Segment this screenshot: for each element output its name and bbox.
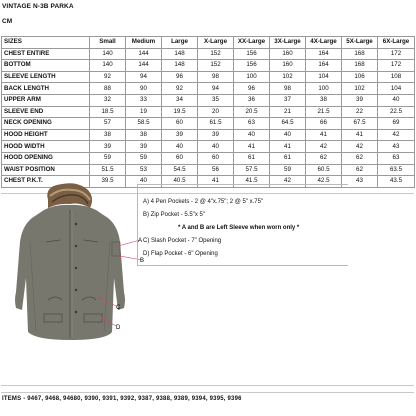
parka-illustration	[0, 182, 145, 382]
measurement-label: CHEST ENTIRE	[2, 48, 90, 60]
measurement-value: 39	[198, 129, 234, 141]
measurement-value: 60	[162, 152, 198, 164]
measurement-value: 160	[270, 60, 306, 72]
sheet-gridline	[1, 392, 414, 393]
measurement-value: 62	[306, 152, 342, 164]
pocket-notes	[137, 184, 348, 266]
measurement-value: 152	[198, 60, 234, 72]
measurement-value: 144	[126, 60, 162, 72]
size-column-header: Medium	[126, 37, 162, 49]
measurement-value: 40	[162, 141, 198, 153]
measurement-value: 39.5	[90, 176, 126, 188]
measurement-value: 57	[90, 118, 126, 130]
unit-label: CM	[2, 18, 13, 25]
measurement-value: 62	[342, 164, 378, 176]
callout-a: A	[138, 238, 143, 244]
measurement-value: 36	[234, 94, 270, 106]
measurement-value: 37	[270, 94, 306, 106]
measurement-label: HOOD HEIGHT	[2, 129, 90, 141]
measurement-value: 41	[198, 176, 234, 188]
measurement-value: 42	[306, 141, 342, 153]
sizes-header: SIZES	[2, 37, 90, 49]
size-column-header: XX-Large	[234, 37, 270, 49]
measurement-value: 148	[162, 60, 198, 72]
measurement-value: 90	[126, 83, 162, 95]
measurement-value: 59	[270, 164, 306, 176]
measurement-value: 57.5	[234, 164, 270, 176]
measurement-value: 172	[378, 60, 415, 72]
note-pen-pockets: A) 4 Pen Pockets - 2 @ 4"x.75"; 2 @ 5" x.75"	[143, 199, 264, 205]
measurement-value: 42	[378, 129, 415, 141]
measurement-value: 34	[162, 94, 198, 106]
measurement-label: UPPER ARM	[2, 94, 90, 106]
measurement-value: 22	[342, 106, 378, 118]
measurement-value: 168	[342, 48, 378, 60]
measurement-label: BOTTOM	[2, 60, 90, 72]
measurement-value: 19.5	[162, 106, 198, 118]
measurement-value: 51.5	[90, 164, 126, 176]
measurement-value: 156	[234, 60, 270, 72]
measurement-value: 102	[270, 71, 306, 83]
size-column-header: 5X-Large	[342, 37, 378, 49]
measurement-value: 20.5	[234, 106, 270, 118]
callout-d: D	[116, 325, 121, 331]
measurement-value: 22.5	[378, 106, 415, 118]
callout-c: C	[116, 305, 121, 311]
measurement-label: WAIST POSITION	[2, 164, 90, 176]
table-row	[2, 94, 415, 106]
size-chart-table	[1, 36, 415, 188]
measurement-value: 63	[378, 152, 415, 164]
measurement-value: 38	[126, 129, 162, 141]
measurement-value: 39	[342, 94, 378, 106]
measurement-value: 56	[198, 164, 234, 176]
measurement-value: 63	[234, 118, 270, 130]
table-row	[2, 129, 415, 141]
measurement-value: 39	[90, 141, 126, 153]
measurement-value: 60	[162, 118, 198, 130]
measurement-value: 40	[198, 141, 234, 153]
measurement-value: 96	[234, 83, 270, 95]
measurement-value: 40	[126, 176, 162, 188]
measurement-value: 108	[378, 71, 415, 83]
table-header-row	[2, 37, 415, 49]
table-row	[2, 48, 415, 60]
measurement-value: 21	[270, 106, 306, 118]
note-zip-pocket: B) Zip Pocket - 5.5"x 5"	[143, 212, 205, 218]
measurement-value: 60.5	[306, 164, 342, 176]
page-title: VINTAGE N-3B PARKA	[2, 3, 74, 10]
measurement-value: 140	[90, 48, 126, 60]
measurement-value: 94	[198, 83, 234, 95]
measurement-value: 100	[306, 83, 342, 95]
measurement-value: 66	[306, 118, 342, 130]
measurement-value: 58.5	[126, 118, 162, 130]
measurement-value: 38	[90, 129, 126, 141]
measurement-value: 40	[270, 129, 306, 141]
measurement-value: 98	[198, 71, 234, 83]
size-column-header: 4X-Large	[306, 37, 342, 49]
table-row	[2, 118, 415, 130]
measurement-value: 148	[162, 48, 198, 60]
measurement-value: 41.5	[234, 176, 270, 188]
measurement-value: 18.5	[90, 106, 126, 118]
measurement-value: 64.5	[270, 118, 306, 130]
measurement-value: 43	[378, 141, 415, 153]
table-row	[2, 106, 415, 118]
size-column-header: X-Large	[198, 37, 234, 49]
table-row	[2, 164, 415, 176]
measurement-value: 104	[378, 83, 415, 95]
measurement-value: 152	[198, 48, 234, 60]
size-column-header: Small	[90, 37, 126, 49]
measurement-value: 63.5	[378, 164, 415, 176]
measurement-label: CHEST P.K.T.	[2, 176, 90, 188]
note-flap-pocket: D) Flap Pocket - 6" Opening	[143, 251, 218, 257]
measurement-value: 92	[90, 71, 126, 83]
callout-b: B	[140, 258, 145, 264]
measurement-value: 54.5	[162, 164, 198, 176]
measurement-value: 40	[234, 129, 270, 141]
measurement-value: 21.5	[306, 106, 342, 118]
measurement-label: NECK OPENING	[2, 118, 90, 130]
table-row	[2, 141, 415, 153]
measurement-value: 100	[234, 71, 270, 83]
measurement-value: 41	[306, 129, 342, 141]
measurement-value: 43.5	[378, 176, 415, 188]
measurement-value: 160	[270, 48, 306, 60]
measurement-value: 43	[342, 176, 378, 188]
measurement-value: 60	[198, 152, 234, 164]
measurement-value: 42	[270, 176, 306, 188]
measurement-value: 140	[90, 60, 126, 72]
measurement-value: 42	[342, 141, 378, 153]
measurement-value: 32	[90, 94, 126, 106]
measurement-label: SLEEVE END	[2, 106, 90, 118]
measurement-value: 61	[270, 152, 306, 164]
measurement-value: 98	[270, 83, 306, 95]
measurement-value: 144	[126, 48, 162, 60]
measurement-value: 53	[126, 164, 162, 176]
sheet-gridline	[1, 385, 414, 386]
measurement-value: 96	[162, 71, 198, 83]
table-row	[2, 83, 415, 95]
measurement-label: HOOD WIDTH	[2, 141, 90, 153]
measurement-value: 20	[198, 106, 234, 118]
measurement-value: 40.5	[162, 176, 198, 188]
measurement-value: 35	[198, 94, 234, 106]
table-row	[2, 60, 415, 72]
size-column-header: 3X-Large	[270, 37, 306, 49]
measurement-value: 102	[342, 83, 378, 95]
measurement-value: 62	[342, 152, 378, 164]
measurement-value: 164	[306, 48, 342, 60]
measurement-value: 41	[342, 129, 378, 141]
measurement-value: 40	[378, 94, 415, 106]
note-slash-pocket: C) Slash Pocket - 7" Opening	[143, 238, 222, 244]
measurement-label: SLEEVE LENGTH	[2, 71, 90, 83]
measurement-value: 92	[162, 83, 198, 95]
measurement-value: 168	[342, 60, 378, 72]
measurement-value: 94	[126, 71, 162, 83]
measurement-value: 42.5	[306, 176, 342, 188]
size-column-header: Large	[162, 37, 198, 49]
note-left-sleeve: * A and B are Left Sleeve when worn only *	[178, 225, 300, 231]
measurement-value: 39	[162, 129, 198, 141]
measurement-value: 41	[234, 141, 270, 153]
measurement-value: 106	[342, 71, 378, 83]
measurement-value: 172	[378, 48, 415, 60]
measurement-value: 88	[90, 83, 126, 95]
measurement-value: 59	[126, 152, 162, 164]
measurement-value: 59	[90, 152, 126, 164]
measurement-value: 61	[234, 152, 270, 164]
measurement-value: 38	[306, 94, 342, 106]
table-row	[2, 71, 415, 83]
measurement-label: BACK LENGTH	[2, 83, 90, 95]
measurement-value: 33	[126, 94, 162, 106]
measurement-value: 69	[378, 118, 415, 130]
measurement-value: 61.5	[198, 118, 234, 130]
table-row	[2, 152, 415, 164]
measurement-value: 19	[126, 106, 162, 118]
measurement-value: 156	[234, 48, 270, 60]
measurement-value: 67.5	[342, 118, 378, 130]
measurement-value: 104	[306, 71, 342, 83]
measurement-value: 164	[306, 60, 342, 72]
measurement-label: HOOD OPENING	[2, 152, 90, 164]
measurement-value: 39	[126, 141, 162, 153]
measurement-value: 41	[270, 141, 306, 153]
size-column-header: 6X-Large	[378, 37, 415, 49]
item-numbers: ITEMS - 9467, 9468, 94680, 9390, 9391, 9392, 9387, 9388, 9389, 9394, 9395, 9396	[2, 396, 242, 402]
